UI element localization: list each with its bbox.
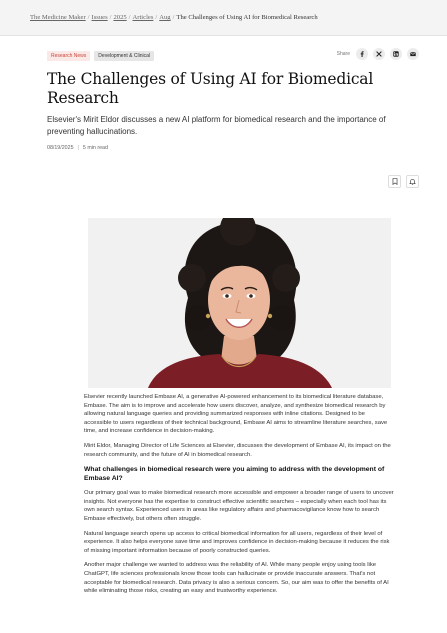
article-subtitle: Elsevier's Mirit Eldor discusses a new AI platform for biomedical research and the importance of preventing hallucinations. [47,115,386,136]
breadcrumb-link-articles[interactable]: Articles [132,14,154,21]
bookmark-icon[interactable] [388,175,401,188]
hero-portrait-image [88,218,391,388]
article-question-heading: What challenges in biomedical research were you aiming to address with the development of Embase AI? [84,466,385,483]
article-title: The Challenges of Using AI for Biomedical Research [47,70,374,107]
linkedin-icon[interactable] [390,48,402,60]
tag-list [47,51,154,61]
portrait-illustration [88,218,391,388]
breadcrumb-link-issues[interactable]: Issues [91,14,108,21]
breadcrumb-separator: / [155,14,158,21]
article-paragraph: Our primary goal was to make biomedical research more accessible and empower a broader range of users to uncover insights. Not everyone has the expertise to construct effective scientific searches – especially when each tool has its own search syntax. Experienced users in areas like regulatory affairs and pharmacovigilance know how to search Embase effectively, but others often struggle. [84,490,394,522]
breadcrumb-current: The Challenges of Using AI for Biomedical Research [176,14,318,21]
breadcrumb-link-year[interactable]: 2025 [113,14,127,21]
breadcrumb [30,14,318,21]
x-icon[interactable] [373,48,385,60]
article-paragraph: Another major challenge we wanted to address was the reliability of AI. While many people enjoy using tools like ChatGPT, life sciences professionals know those tools can hallucinate or provide inaccurate answers. That's not acceptable for biomedical research. Data privacy is also a serious concern. So, our aim was to offer the benefits of AI while eliminating those risks, creating an easy and trustworthy experience. [84,562,389,595]
top-bar [0,0,447,36]
breadcrumb-link-site[interactable]: The Medicine Maker [30,14,86,21]
article-paragraph: Elsevier recently launched Embase AI, a generative AI-powered enhancement to its biomedical literature database, Embase. The aim is to improve and accelerate how users discover, analyze, and synthesize biomedical research by allowing natural language queries and providing summarized responses with inline citations. Designed to be accessible to users regardless of their technical background, Embase AI aims to streamline literature searches, save time, and increase confidence in decision-making. [84,394,388,435]
share-bar [337,48,419,60]
breadcrumb-link-month[interactable]: Aug [159,14,171,21]
breadcrumb-separator: / [87,14,90,21]
bell-icon[interactable] [406,175,419,188]
article-meta [47,145,108,151]
share-label: Share [336,51,350,57]
article-actions [388,175,419,188]
tag-research-news[interactable]: Research News [47,51,90,61]
article-paragraph: Mirit Eldor, Managing Director of Life Sciences at Elsevier, discusses the development of Embase AI, its impact on the research community, and the future of AI in biomedical research. [84,442,391,458]
article-body [84,393,394,602]
tag-development-clinical[interactable]: Development & Clinical [94,51,154,61]
article-read-time: 5 min read [82,145,108,151]
facebook-icon[interactable] [356,48,368,60]
email-icon[interactable] [407,48,419,60]
article-paragraph: Natural language search opens up access to critical biomedical information for all users, regardless of their level of experience. It also helps everyone save time and improves confidence in decision-making because it reduces the risk of missing important information because of poorly constructed queries. [84,530,390,554]
meta-divider: | [77,145,79,151]
article-date: 08/19/2025 [47,145,74,151]
breadcrumb-separator: / [109,14,112,21]
breadcrumb-separator: / [172,14,175,21]
breadcrumb-separator: / [128,14,131,21]
